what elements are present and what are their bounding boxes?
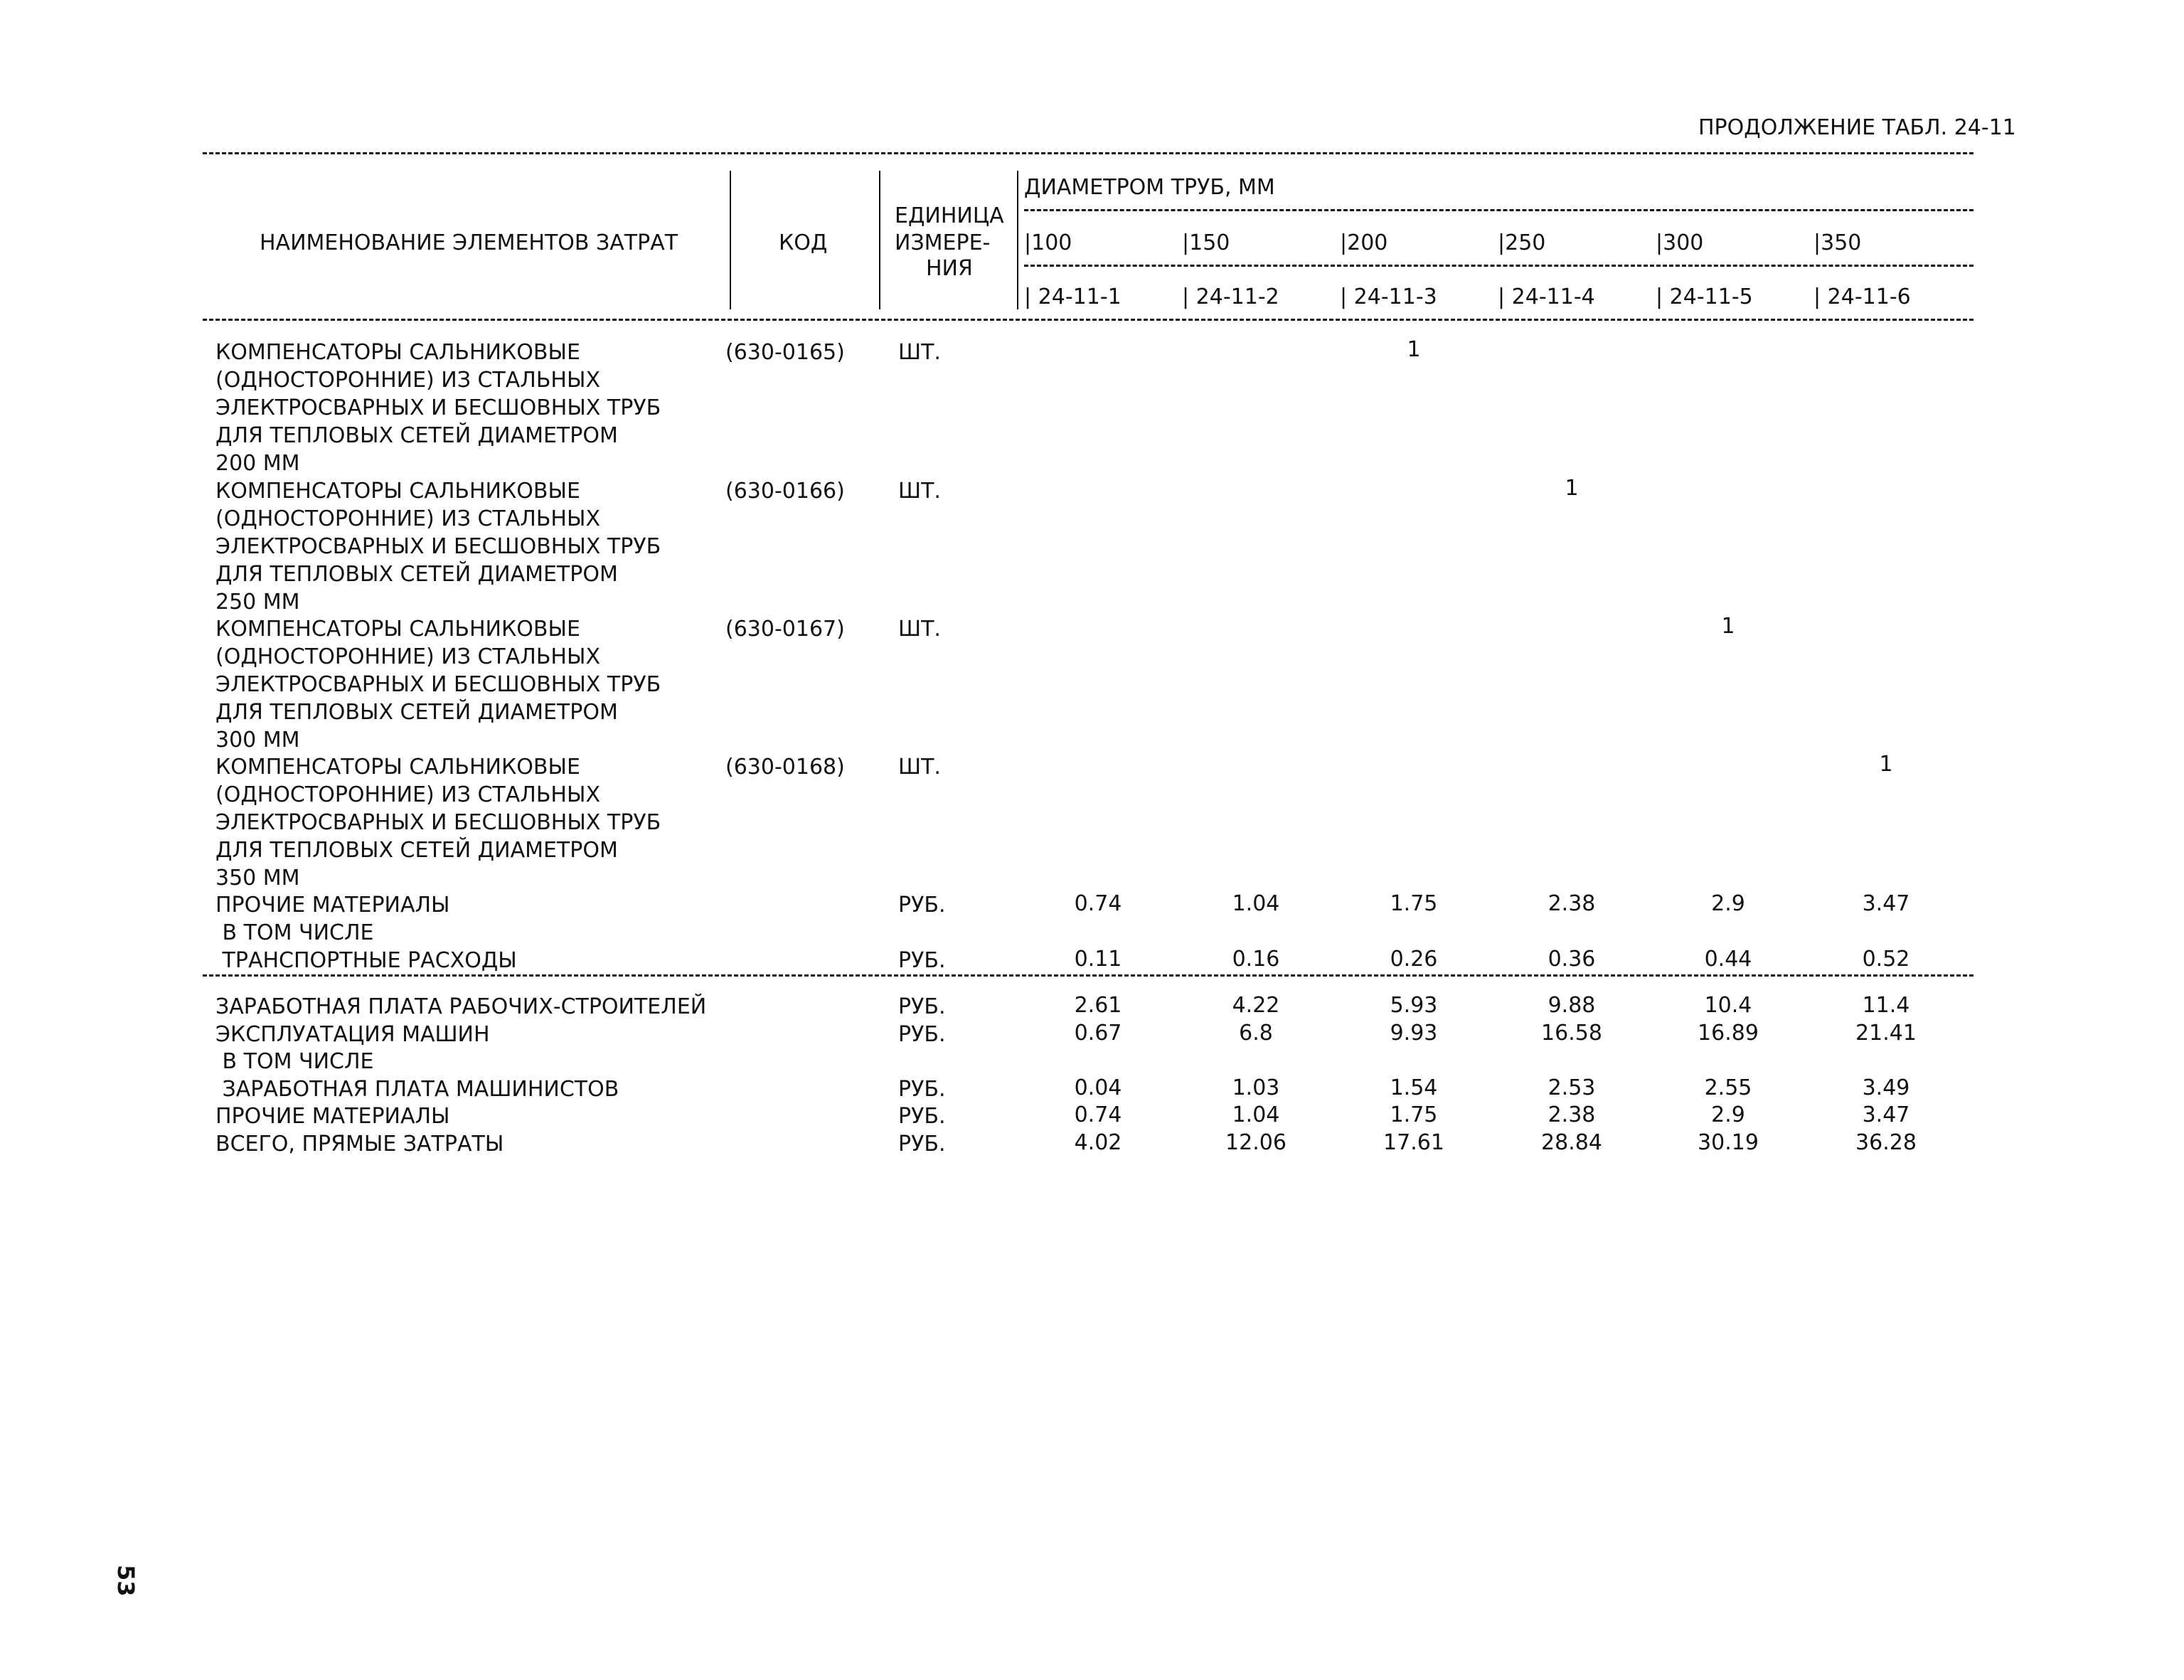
item-name-line: (ОДНОСТОРОННИЕ) ИЗ СТАЛЬНЫХ — [215, 368, 600, 393]
header-code-24-11-1: | 24-11-1 — [1024, 285, 1122, 309]
row-value: 2.9 — [1711, 1102, 1745, 1127]
header-code-24-11-5: | 24-11-5 — [1656, 285, 1753, 309]
row-label: В ТОМ ЧИСЛЕ — [215, 920, 374, 945]
header-bottom-separator — [203, 319, 1973, 321]
header-divider-unit-diam — [1017, 171, 1018, 309]
continuation-title: ПРОДОЛЖЕНИЕ ТАБЛ. 24-11 — [1698, 115, 2016, 140]
item-name-line: ЭЛЕКТРОСВАРНЫХ И БЕСШОВНЫХ ТРУБ — [215, 672, 661, 697]
header-unit-line3: НИЯ — [926, 256, 973, 281]
middle-separator — [203, 974, 1973, 977]
item-code: (630-0166) — [725, 479, 845, 504]
row-value: 0.74 — [1074, 1102, 1122, 1127]
row-value: 17.61 — [1383, 1129, 1444, 1155]
header-diameter-200: |200 — [1340, 230, 1388, 255]
row-value: 1.04 — [1232, 1102, 1280, 1127]
row-unit: РУБ. — [898, 893, 946, 918]
row-value: 9.88 — [1548, 993, 1596, 1018]
row-value: 1.75 — [1390, 1102, 1438, 1127]
header-diameter-150: |150 — [1182, 230, 1230, 255]
header-diameter-350: |350 — [1813, 230, 1862, 255]
row-value: 3.49 — [1862, 1075, 1910, 1100]
row-value: 6.8 — [1239, 1020, 1273, 1046]
row-value: 0.44 — [1704, 947, 1752, 972]
row-value: 2.55 — [1704, 1075, 1752, 1100]
item-code: (630-0165) — [725, 340, 845, 365]
row-value: 0.16 — [1232, 947, 1280, 972]
row-value: 3.47 — [1862, 1102, 1910, 1127]
row-value: 4.02 — [1074, 1129, 1122, 1155]
row-label: ТРАНСПОРТНЫЕ РАСХОДЫ — [215, 948, 517, 973]
item-name-line: ДЛЯ ТЕПЛОВЫХ СЕТЕЙ ДИАМЕТРОМ — [215, 423, 618, 448]
row-value: 16.58 — [1541, 1020, 1602, 1046]
item-code: (630-0168) — [725, 755, 845, 780]
row-unit: РУБ. — [898, 994, 946, 1019]
item-name-line: КОМПЕНСАТОРЫ САЛЬНИКОВЫЕ — [215, 479, 580, 504]
header-name-col: НАИМЕНОВАНИЕ ЭЛЕМЕНТОВ ЗАТРАТ — [260, 230, 678, 255]
row-unit: РУБ. — [898, 1021, 946, 1047]
item-name-line: ЭЛЕКТРОСВАРНЫХ И БЕСШОВНЫХ ТРУБ — [215, 534, 661, 559]
header-code-24-11-2: | 24-11-2 — [1182, 285, 1279, 309]
header-sep-2 — [1024, 265, 1973, 267]
row-value: 0.26 — [1390, 947, 1438, 972]
top-separator — [203, 152, 1973, 154]
row-value: 1.54 — [1390, 1075, 1438, 1100]
item-name-line: (ОДНОСТОРОННИЕ) ИЗ СТАЛЬНЫХ — [215, 782, 600, 807]
row-unit: РУБ. — [898, 948, 946, 973]
row-label: В ТОМ ЧИСЛЕ — [215, 1049, 374, 1074]
row-unit: РУБ. — [898, 1131, 946, 1157]
item-name-line: ДЛЯ ТЕПЛОВЫХ СЕТЕЙ ДИАМЕТРОМ — [215, 562, 618, 587]
header-unit-line2: ИЗМЕРЕ- — [895, 230, 991, 255]
row-value: 36.28 — [1855, 1129, 1917, 1155]
row-value: 2.38 — [1548, 891, 1596, 916]
item-name-line: 250 ММ — [215, 590, 300, 615]
item-code: (630-0167) — [725, 617, 845, 642]
row-value: 30.19 — [1698, 1129, 1759, 1155]
header-divider-name-code — [730, 171, 731, 309]
item-value: 1 — [1407, 337, 1421, 362]
header-code-24-11-6: | 24-11-6 — [1813, 285, 1911, 309]
row-value: 16.89 — [1698, 1020, 1759, 1046]
row-value: 10.4 — [1704, 993, 1752, 1018]
header-diameter-100: |100 — [1024, 230, 1072, 255]
row-value: 0.04 — [1074, 1075, 1122, 1100]
item-name-line: КОМПЕНСАТОРЫ САЛЬНИКОВЫЕ — [215, 340, 580, 365]
row-label: ЗАРАБОТНАЯ ПЛАТА РАБОЧИХ-СТРОИТЕЛЕЙ — [215, 994, 707, 1019]
row-value: 1.03 — [1232, 1075, 1280, 1100]
row-value: 0.74 — [1074, 891, 1122, 916]
header-unit-line1: ЕДИНИЦА — [895, 203, 1004, 228]
row-value: 2.61 — [1074, 993, 1122, 1018]
row-value: 11.4 — [1862, 993, 1910, 1018]
item-name-line: КОМПЕНСАТОРЫ САЛЬНИКОВЫЕ — [215, 617, 580, 642]
item-name-line: 200 ММ — [215, 451, 300, 476]
row-value: 9.93 — [1390, 1020, 1438, 1046]
item-value: 1 — [1879, 752, 1893, 777]
row-label: ВСЕГО, ПРЯМЫЕ ЗАТРАТЫ — [215, 1131, 504, 1157]
row-label: ПРОЧИЕ МАТЕРИАЛЫ — [215, 1104, 450, 1129]
row-value: 2.53 — [1548, 1075, 1596, 1100]
item-name-line: ЭЛЕКТРОСВАРНЫХ И БЕСШОВНЫХ ТРУБ — [215, 810, 661, 835]
header-diameter-250: |250 — [1498, 230, 1546, 255]
item-name-line: ДЛЯ ТЕПЛОВЫХ СЕТЕЙ ДИАМЕТРОМ — [215, 838, 618, 863]
item-value: 1 — [1721, 614, 1735, 639]
item-unit: ШТ. — [898, 755, 941, 780]
row-value: 5.93 — [1390, 993, 1438, 1018]
row-label: ПРОЧИЕ МАТЕРИАЛЫ — [215, 893, 450, 918]
header-diameter-label: ДИАМЕТРОМ ТРУБ, ММ — [1024, 175, 1275, 200]
item-name-line: ЭЛЕКТРОСВАРНЫХ И БЕСШОВНЫХ ТРУБ — [215, 395, 661, 420]
row-unit: РУБ. — [898, 1076, 946, 1102]
row-value: 0.11 — [1074, 947, 1122, 972]
row-value: 21.41 — [1855, 1020, 1917, 1046]
row-value: 1.75 — [1390, 891, 1438, 916]
item-name-line: КОМПЕНСАТОРЫ САЛЬНИКОВЫЕ — [215, 755, 580, 780]
row-value: 3.47 — [1862, 891, 1910, 916]
row-value: 0.52 — [1862, 947, 1910, 972]
item-unit: ШТ. — [898, 617, 941, 642]
item-unit: ШТ. — [898, 479, 941, 504]
item-name-line: ДЛЯ ТЕПЛОВЫХ СЕТЕЙ ДИАМЕТРОМ — [215, 700, 618, 725]
header-code-24-11-3: | 24-11-3 — [1340, 285, 1437, 309]
row-unit: РУБ. — [898, 1104, 946, 1129]
row-value: 2.9 — [1711, 891, 1745, 916]
header-code-col: КОД — [779, 230, 828, 255]
item-name-line: (ОДНОСТОРОННИЕ) ИЗ СТАЛЬНЫХ — [215, 644, 600, 669]
header-divider-code-unit — [879, 171, 880, 309]
row-value: 2.38 — [1548, 1102, 1596, 1127]
row-label: ЗАРАБОТНАЯ ПЛАТА МАШИНИСТОВ — [215, 1076, 619, 1102]
row-value: 12.06 — [1225, 1129, 1287, 1155]
item-name-line: 300 ММ — [215, 728, 300, 753]
item-value: 1 — [1565, 476, 1579, 501]
item-unit: ШТ. — [898, 340, 941, 365]
item-name-line: (ОДНОСТОРОННИЕ) ИЗ СТАЛЬНЫХ — [215, 506, 600, 531]
row-label: ЭКСПЛУАТАЦИЯ МАШИН — [215, 1021, 490, 1047]
row-value: 0.36 — [1548, 947, 1596, 972]
row-value: 28.84 — [1541, 1129, 1602, 1155]
page-number: 53 — [112, 1565, 139, 1597]
row-value: 1.04 — [1232, 891, 1280, 916]
row-value: 4.22 — [1232, 993, 1280, 1018]
item-name-line: 350 ММ — [215, 866, 300, 890]
header-code-24-11-4: | 24-11-4 — [1498, 285, 1595, 309]
header-sep-1 — [1024, 209, 1973, 211]
header-diameter-300: |300 — [1656, 230, 1704, 255]
row-value: 0.67 — [1074, 1020, 1122, 1046]
